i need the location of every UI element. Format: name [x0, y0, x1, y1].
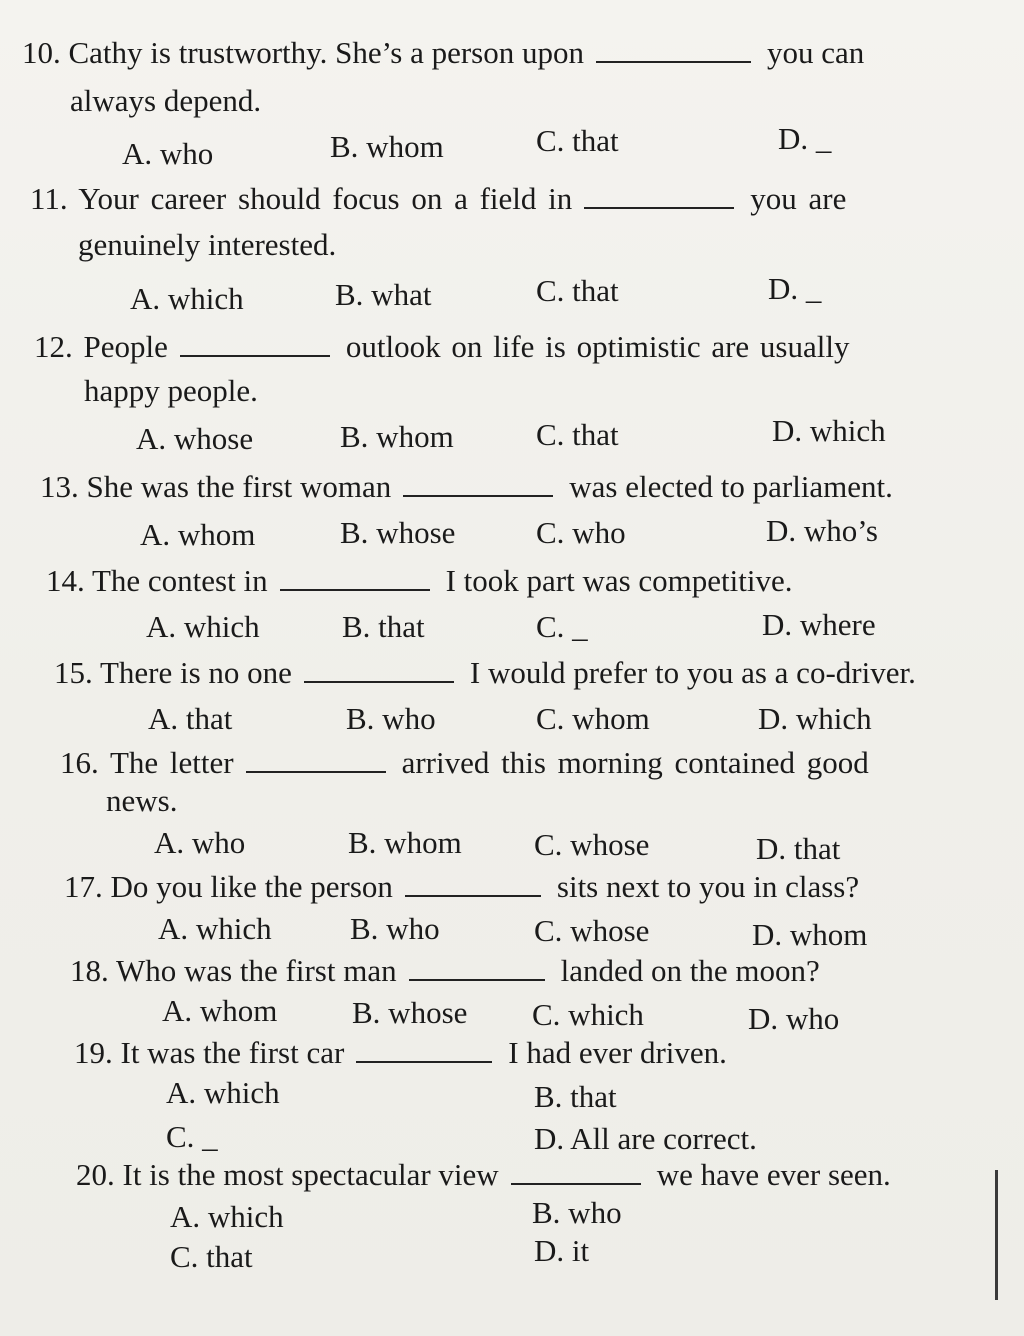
answer-blank — [304, 659, 454, 683]
option-a: A. that — [148, 701, 233, 736]
option-d: D. _ — [768, 271, 822, 306]
option-a: A. whose — [136, 421, 254, 456]
question-text: People — [83, 329, 168, 364]
answer-blank — [596, 39, 751, 63]
option-c: C. whom — [536, 701, 650, 736]
question-text: Do you like the person — [110, 869, 393, 904]
question-number: 14. — [46, 563, 85, 598]
question-number: 18. — [70, 953, 109, 988]
question-13 — [40, 468, 893, 506]
answer-blank — [405, 873, 541, 897]
option-d: D. whom — [752, 917, 868, 952]
answer-blank — [409, 957, 545, 981]
question-text: Who was the first man — [115, 953, 397, 988]
question-16 — [60, 744, 869, 782]
question-17 — [64, 868, 859, 906]
question-number: 17. — [64, 869, 103, 904]
option-c: C. _ — [166, 1119, 218, 1154]
question-text: It is the most spectacular view — [122, 1157, 499, 1192]
option-a: A. which — [166, 1075, 280, 1110]
option-d: D. that — [756, 831, 841, 866]
question-number: 10. — [22, 35, 61, 70]
option-c: C. that — [170, 1239, 253, 1274]
option-d: D. it — [534, 1233, 590, 1268]
question-15 — [54, 654, 916, 692]
option-b: B. who — [532, 1195, 622, 1230]
option-c: C. who — [536, 515, 626, 550]
question-text: It was the first car — [120, 1035, 345, 1070]
question-11 — [30, 180, 846, 218]
answer-blank — [280, 567, 430, 591]
option-d: D. who’s — [766, 513, 878, 548]
question-text: sits next to you in class? — [556, 869, 860, 904]
option-b: B. whose — [340, 515, 456, 550]
margin-rule — [995, 1170, 998, 1300]
question-text: The letter — [109, 745, 234, 780]
question-number: 11. — [30, 181, 68, 216]
option-b: B. whom — [330, 129, 444, 164]
option-a: A. which — [130, 281, 244, 316]
option-c: C. _ — [536, 609, 588, 644]
option-a: A. whom — [140, 517, 256, 552]
option-c: C. that — [536, 273, 619, 308]
question-text: you are — [750, 181, 847, 216]
option-b: B. that — [342, 609, 425, 644]
answer-blank — [356, 1039, 492, 1063]
option-a: A. who — [122, 136, 214, 171]
question-text: I took part was competitive. — [445, 563, 793, 598]
question-number: 16. — [60, 745, 99, 780]
question-text: outlook on life is optimistic are usually — [345, 329, 850, 364]
question-number: 13. — [40, 469, 79, 504]
question-text: arrived this morning contained good — [401, 745, 869, 780]
option-a: A. who — [154, 825, 246, 860]
question-number: 20. — [76, 1157, 115, 1192]
answer-blank — [180, 333, 330, 357]
option-c: C. which — [532, 997, 644, 1032]
option-b: B. who — [350, 911, 440, 946]
question-text: we have ever seen. — [656, 1157, 891, 1192]
question-18 — [70, 952, 820, 990]
question-number: 12. — [34, 329, 73, 364]
question-10 — [22, 34, 864, 72]
question-number: 19. — [74, 1035, 113, 1070]
option-a: A. which — [170, 1199, 284, 1234]
option-b: B. whose — [352, 995, 468, 1030]
question-text: She was the first woman — [86, 469, 392, 504]
option-a: A. which — [158, 911, 272, 946]
option-d: D. All are correct. — [534, 1121, 757, 1156]
question-continuation: happy people. — [84, 373, 258, 408]
option-c: C. that — [536, 123, 619, 158]
question-text: I had ever driven. — [508, 1035, 727, 1070]
option-c: C. whose — [534, 913, 650, 948]
answer-blank — [403, 473, 553, 497]
option-b: B. that — [534, 1079, 617, 1114]
question-text: was elected to parliament. — [569, 469, 893, 504]
question-text: landed on the moon? — [560, 953, 820, 988]
option-d: D. which — [772, 413, 886, 448]
question-14 — [46, 562, 793, 600]
question-continuation: always depend. — [70, 83, 262, 118]
option-b: B. whom — [348, 825, 462, 860]
question-20 — [76, 1156, 891, 1194]
option-d: D. _ — [778, 121, 832, 156]
option-d: D. where — [762, 607, 876, 642]
answer-blank — [511, 1161, 641, 1185]
question-continuation: genuinely interested. — [78, 227, 337, 262]
question-number: 15. — [54, 655, 93, 690]
option-d: D. who — [748, 1001, 840, 1036]
option-b: B. what — [335, 277, 432, 312]
question-text: The contest in — [91, 563, 268, 598]
option-b: B. whom — [340, 419, 454, 454]
question-text: There is no one — [99, 655, 292, 690]
answer-blank — [584, 185, 734, 209]
question-text: Your career should focus on a field in — [78, 181, 573, 216]
question-text: Cathy is trustworthy. She’s a person upon — [68, 35, 584, 70]
question-text: you can — [766, 35, 865, 70]
answer-blank — [246, 749, 386, 773]
question-12 — [34, 328, 849, 366]
option-a: A. whom — [162, 993, 278, 1028]
question-continuation: news. — [106, 783, 178, 818]
option-c: C. whose — [534, 827, 650, 862]
question-19 — [74, 1034, 727, 1072]
option-a: A. which — [146, 609, 260, 644]
option-d: D. which — [758, 701, 872, 736]
option-b: B. who — [346, 701, 436, 736]
option-c: C. that — [536, 417, 619, 452]
question-text: I would prefer to you as a co-driver. — [469, 655, 916, 690]
